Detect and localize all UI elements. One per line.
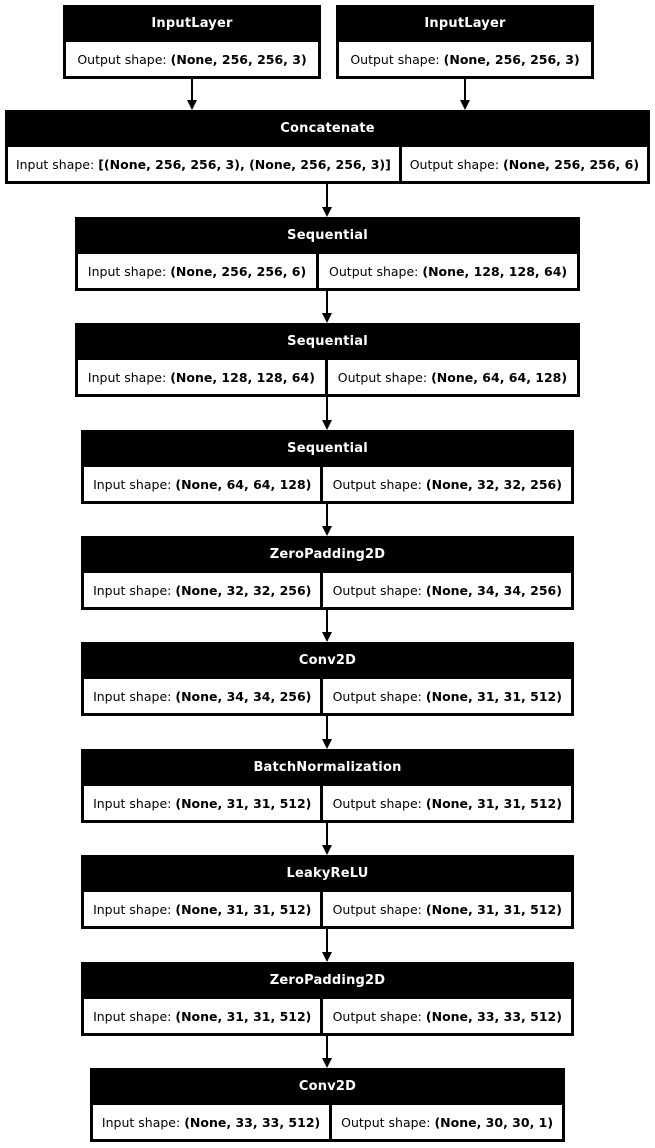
node-body [81, 573, 574, 610]
output-shape-cell [323, 467, 571, 501]
output-shape-cell [323, 892, 571, 926]
shape-value: (None, 31, 31, 512) [175, 795, 312, 811]
input-shape-cell [84, 573, 320, 607]
node-title: LeakyReLU [286, 866, 369, 881]
input-shape-cell [84, 892, 320, 926]
node-body [75, 360, 580, 397]
shape-label: Input shape: [93, 901, 172, 917]
node-zeropadding2d-2 [81, 962, 574, 1036]
arrow-connector [322, 716, 332, 749]
arrowhead-icon [322, 207, 332, 217]
shape-label: Output shape: [341, 1114, 431, 1130]
shape-label: Input shape: [101, 1114, 181, 1130]
arrow-connector [322, 929, 332, 962]
arrow-connector [322, 184, 332, 217]
shape-value: [(None, 256, 256, 3), (None, 256, 256, 3)] [98, 156, 391, 172]
shape-label: Input shape: [87, 263, 167, 279]
arrowhead-icon [187, 100, 197, 110]
shape-label: Output shape: [329, 263, 419, 279]
node-title: InputLayer [151, 16, 233, 31]
arrow-connector [322, 610, 332, 642]
shape-value: (None, 64, 64, 128) [431, 369, 568, 385]
shape-value: (None, 256, 256, 3) [170, 51, 307, 67]
shape-value: (None, 31, 31, 512) [425, 901, 562, 917]
node-title: Conv2D [298, 1079, 357, 1094]
output-shape-cell [328, 360, 577, 394]
node-body [90, 1105, 565, 1142]
input-shape-cell [78, 360, 325, 394]
node-title: Sequential [287, 228, 368, 243]
node-body [81, 679, 574, 716]
node-title: Sequential [287, 334, 368, 349]
shape-label: Input shape: [15, 156, 95, 172]
arrow-connector [322, 504, 332, 536]
arrowhead-icon [322, 632, 332, 642]
shape-label: Input shape: [93, 1008, 172, 1024]
node-body [81, 467, 574, 504]
node-body [63, 42, 321, 79]
shape-label: Input shape: [93, 582, 172, 598]
shape-value: (None, 33, 33, 512) [184, 1114, 321, 1130]
output-shape-cell [323, 999, 571, 1033]
shape-value: (None, 31, 31, 512) [175, 901, 312, 917]
arrowhead-icon [322, 420, 332, 430]
arrowhead-icon [322, 739, 332, 749]
shape-value: (None, 256, 256, 3) [443, 51, 580, 67]
shape-label: Output shape: [77, 51, 167, 67]
node-title: ZeroPadding2D [269, 973, 386, 988]
shape-value: (None, 34, 34, 256) [425, 582, 562, 598]
node-body [75, 254, 580, 291]
shape-label: Output shape: [332, 901, 422, 917]
node-title: Sequential [287, 441, 368, 456]
shape-label: Output shape: [332, 476, 422, 492]
shape-value: (None, 128, 128, 64) [170, 369, 315, 385]
arrow-connector [460, 79, 470, 110]
output-shape-cell [339, 42, 591, 76]
arrow-connector [187, 79, 197, 110]
shape-label: Input shape: [93, 476, 172, 492]
shape-value: (None, 256, 256, 6) [170, 263, 307, 279]
shape-value: (None, 128, 128, 64) [422, 263, 568, 279]
arrow-connector [322, 291, 332, 323]
shape-label: Output shape: [332, 582, 422, 598]
arrowhead-icon [460, 100, 470, 110]
input-shape-cell [84, 999, 320, 1033]
shape-label: Input shape: [87, 369, 167, 385]
shape-value: (None, 256, 256, 6) [503, 156, 640, 172]
node-body [81, 786, 574, 823]
shape-value: (None, 31, 31, 512) [175, 1008, 312, 1024]
arrowhead-icon [322, 1058, 332, 1068]
input-shape-cell [93, 1105, 329, 1139]
output-shape-cell [323, 786, 571, 820]
shape-value: (None, 30, 30, 1) [434, 1114, 554, 1130]
node-body [5, 147, 650, 184]
node-sequential-1 [75, 217, 580, 291]
shape-label: Output shape: [409, 156, 500, 172]
shape-value: (None, 32, 32, 256) [175, 582, 312, 598]
shape-label: Input shape: [93, 688, 172, 704]
arrowhead-icon [322, 845, 332, 855]
node-inputlayer-2 [336, 5, 594, 79]
shape-value: (None, 31, 31, 512) [425, 688, 562, 704]
output-shape-cell [402, 147, 647, 181]
node-body [81, 892, 574, 929]
node-title: Conv2D [298, 653, 357, 668]
arrowhead-icon [322, 526, 332, 536]
shape-label: Output shape: [350, 51, 440, 67]
node-leakyrelu [81, 855, 574, 929]
input-shape-cell [84, 679, 320, 713]
input-shape-cell [78, 254, 316, 288]
node-conv2d-2 [90, 1068, 565, 1142]
node-title: ZeroPadding2D [269, 547, 386, 562]
output-shape-cell [323, 679, 571, 713]
output-shape-cell [323, 573, 571, 607]
node-concatenate [5, 110, 650, 184]
output-shape-cell [332, 1105, 562, 1139]
input-shape-cell [84, 786, 320, 820]
node-sequential-2 [75, 323, 580, 397]
node-batchnormalization [81, 749, 574, 823]
shape-label: Input shape: [93, 795, 172, 811]
node-title: BatchNormalization [253, 760, 402, 775]
arrow-connector [322, 1036, 332, 1068]
shape-value: (None, 34, 34, 256) [175, 688, 312, 704]
node-sequential-3 [81, 430, 574, 504]
node-body [336, 42, 594, 79]
node-zeropadding2d-1 [81, 536, 574, 610]
node-title: Concatenate [280, 121, 375, 136]
node-title: InputLayer [424, 16, 506, 31]
node-inputlayer-1 [63, 5, 321, 79]
arrowhead-icon [322, 313, 332, 323]
shape-value: (None, 33, 33, 512) [425, 1008, 562, 1024]
shape-label: Output shape: [332, 795, 422, 811]
shape-label: Output shape: [332, 1008, 422, 1024]
shape-label: Output shape: [332, 688, 422, 704]
shape-value: (None, 64, 64, 128) [175, 476, 312, 492]
input-shape-cell [84, 467, 320, 501]
node-conv2d-1 [81, 642, 574, 716]
input-shape-cell [8, 147, 399, 181]
node-body [81, 999, 574, 1036]
shape-value: (None, 32, 32, 256) [425, 476, 562, 492]
output-shape-cell [319, 254, 577, 288]
arrow-connector [322, 397, 332, 430]
arrowhead-icon [322, 952, 332, 962]
shape-value: (None, 31, 31, 512) [425, 795, 562, 811]
output-shape-cell [66, 42, 318, 76]
arrow-connector [322, 823, 332, 855]
shape-label: Output shape: [337, 369, 428, 385]
